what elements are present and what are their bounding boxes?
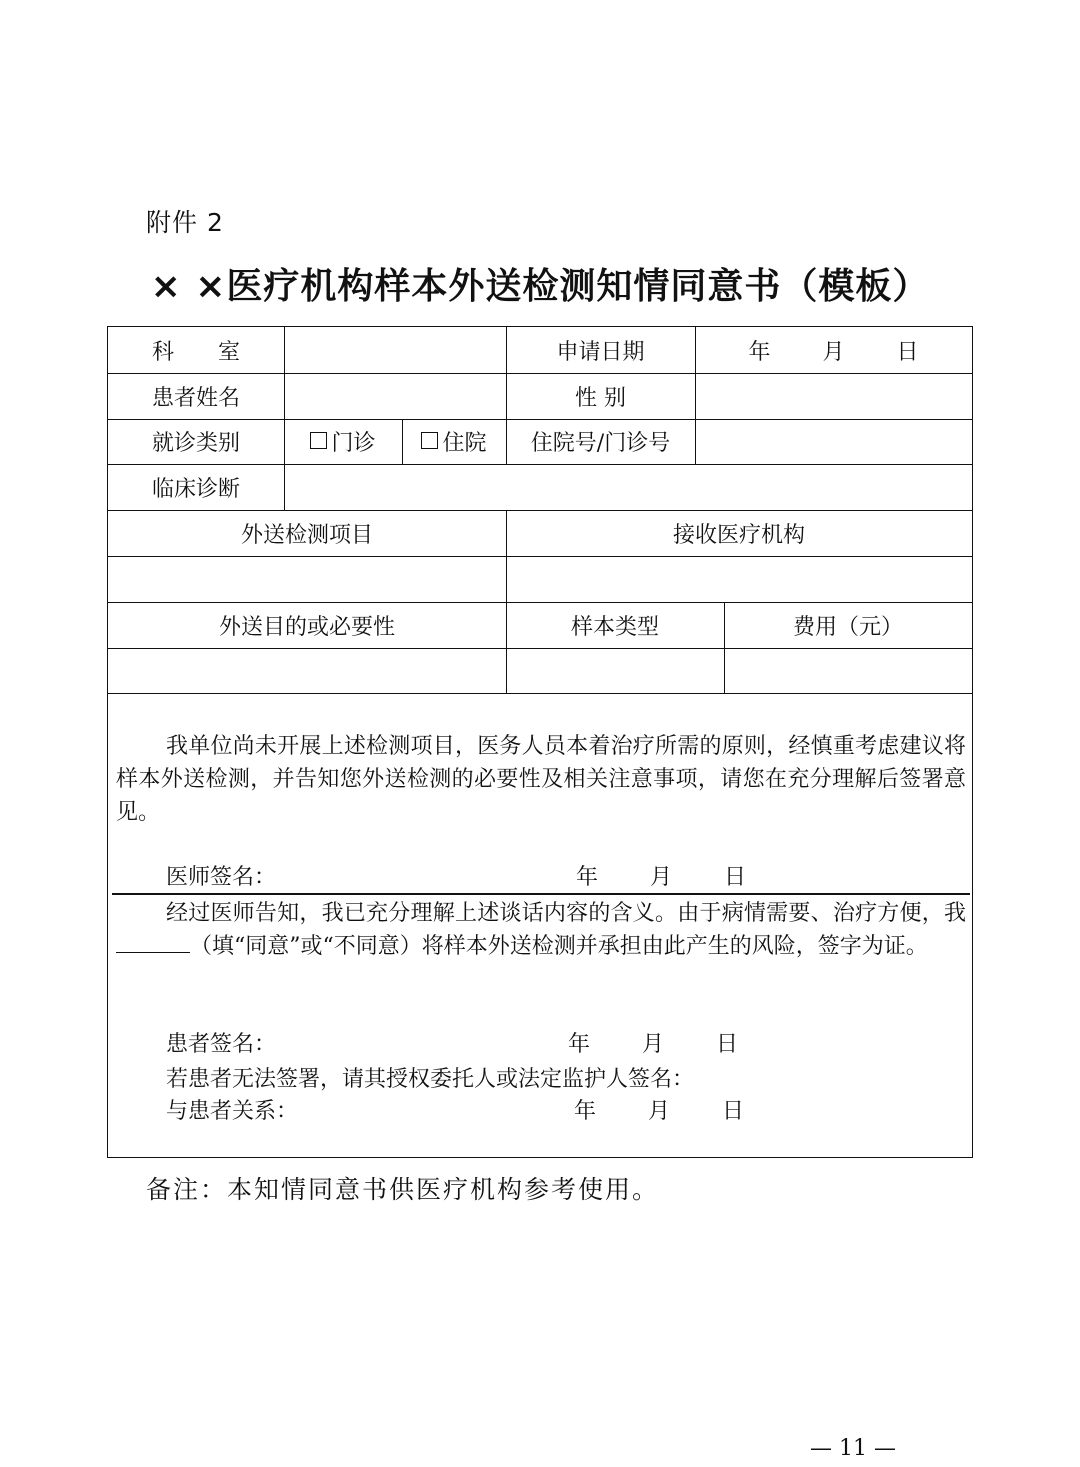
record-no-label: 住院号/门诊号 <box>530 431 671 456</box>
date-month: 月 <box>822 339 845 365</box>
department-value[interactable] <box>284 327 506 373</box>
relation-sign-date[interactable] <box>574 1094 744 1125</box>
consent-form-table <box>107 326 973 1158</box>
inpatient-checkbox[interactable] <box>402 419 506 464</box>
department-label: 科 室 <box>151 339 240 365</box>
diagnosis-label: 临床诊断 <box>151 476 240 502</box>
doctor-sign-date[interactable] <box>576 860 746 891</box>
page-number: — 11 — <box>810 1436 896 1461</box>
doctor-date-month: 月 <box>650 865 673 890</box>
footnote: 备注：本知情同意书供医疗机构参考使用。 <box>146 1175 660 1204</box>
visit-type-label: 就诊类别 <box>151 431 240 456</box>
patient-date-day: 日 <box>716 1032 739 1057</box>
checkbox-inpatient-box[interactable] <box>421 432 438 449</box>
relation-label: 与患者关系： <box>166 1099 299 1124</box>
patient-sign-label: 患者签名： <box>166 1032 277 1057</box>
test-item-value[interactable] <box>108 556 506 602</box>
section-divider <box>112 893 970 895</box>
doctor-sign-label: 医师签名： <box>166 865 277 890</box>
relation-line[interactable] <box>166 1094 298 1125</box>
attachment-label: 附件 2 <box>146 208 224 237</box>
purpose-header: 外送目的或必要性 <box>218 614 395 640</box>
purpose-value[interactable] <box>108 648 506 693</box>
gender-value[interactable] <box>695 373 972 419</box>
outpatient-option-label: 门诊 <box>331 431 376 456</box>
proxy-signature-line[interactable] <box>166 1062 694 1093</box>
fee-value[interactable] <box>724 648 972 693</box>
doctor-date-day: 日 <box>724 865 747 890</box>
document-title: × ×医疗机构样本外送检测知情同意书（模板） <box>150 266 930 307</box>
relation-date-month: 月 <box>648 1099 671 1124</box>
checkbox-outpatient-box[interactable] <box>310 432 327 449</box>
patient-date-month: 月 <box>642 1032 665 1057</box>
doctor-statement: 我单位尚未开展上述检测项目，医务人员本着治疗所需的原则，经慎重考虑建议将样本外送检测，并告知您外送检测的必要性及相关注意事项，请您在充分理解后签署意见。 <box>116 734 966 825</box>
record-no-value[interactable] <box>695 419 972 464</box>
inpatient-option-label: 住院 <box>442 431 487 456</box>
receiving-org-header: 接收医疗机构 <box>672 522 805 548</box>
diagnosis-value[interactable] <box>284 464 972 510</box>
patient-name-label: 患者姓名 <box>151 385 240 411</box>
patient-signature-line[interactable] <box>166 1027 276 1058</box>
fee-header: 费用（元） <box>792 614 903 640</box>
outpatient-checkbox[interactable] <box>284 419 402 464</box>
consent-choice-blank[interactable] <box>116 932 190 953</box>
apply-date-value[interactable] <box>695 327 972 373</box>
test-item-header: 外送检测项目 <box>240 522 373 548</box>
sample-type-value[interactable] <box>506 648 724 693</box>
patient-statement <box>116 897 966 963</box>
relation-date-year: 年 <box>574 1099 597 1124</box>
proxy-sign-label: 若患者无法签署，请其授权委托人或法定监护人签名： <box>166 1067 695 1092</box>
receiving-org-value[interactable] <box>506 556 972 602</box>
relation-date-day: 日 <box>722 1099 745 1124</box>
patient-statement-part1: 经过医师告知，我已充分理解上述谈话内容的含义。由于病情需要、治疗方便，我 <box>166 901 966 926</box>
patient-name-value[interactable] <box>284 373 506 419</box>
patient-statement-part2: （填“同意”或“不同意）将样本外送检测并承担由此产生的风险，签字为证。 <box>190 934 928 959</box>
date-day: 日 <box>896 339 919 365</box>
patient-date-year: 年 <box>568 1032 591 1057</box>
doctor-signature-line[interactable] <box>166 860 276 891</box>
date-year: 年 <box>748 339 771 365</box>
doctor-date-year: 年 <box>576 865 599 890</box>
gender-label: 性 别 <box>575 385 626 411</box>
apply-date-label: 申请日期 <box>556 339 645 365</box>
patient-sign-date[interactable] <box>568 1027 738 1058</box>
sample-type-header: 样本类型 <box>570 614 659 640</box>
